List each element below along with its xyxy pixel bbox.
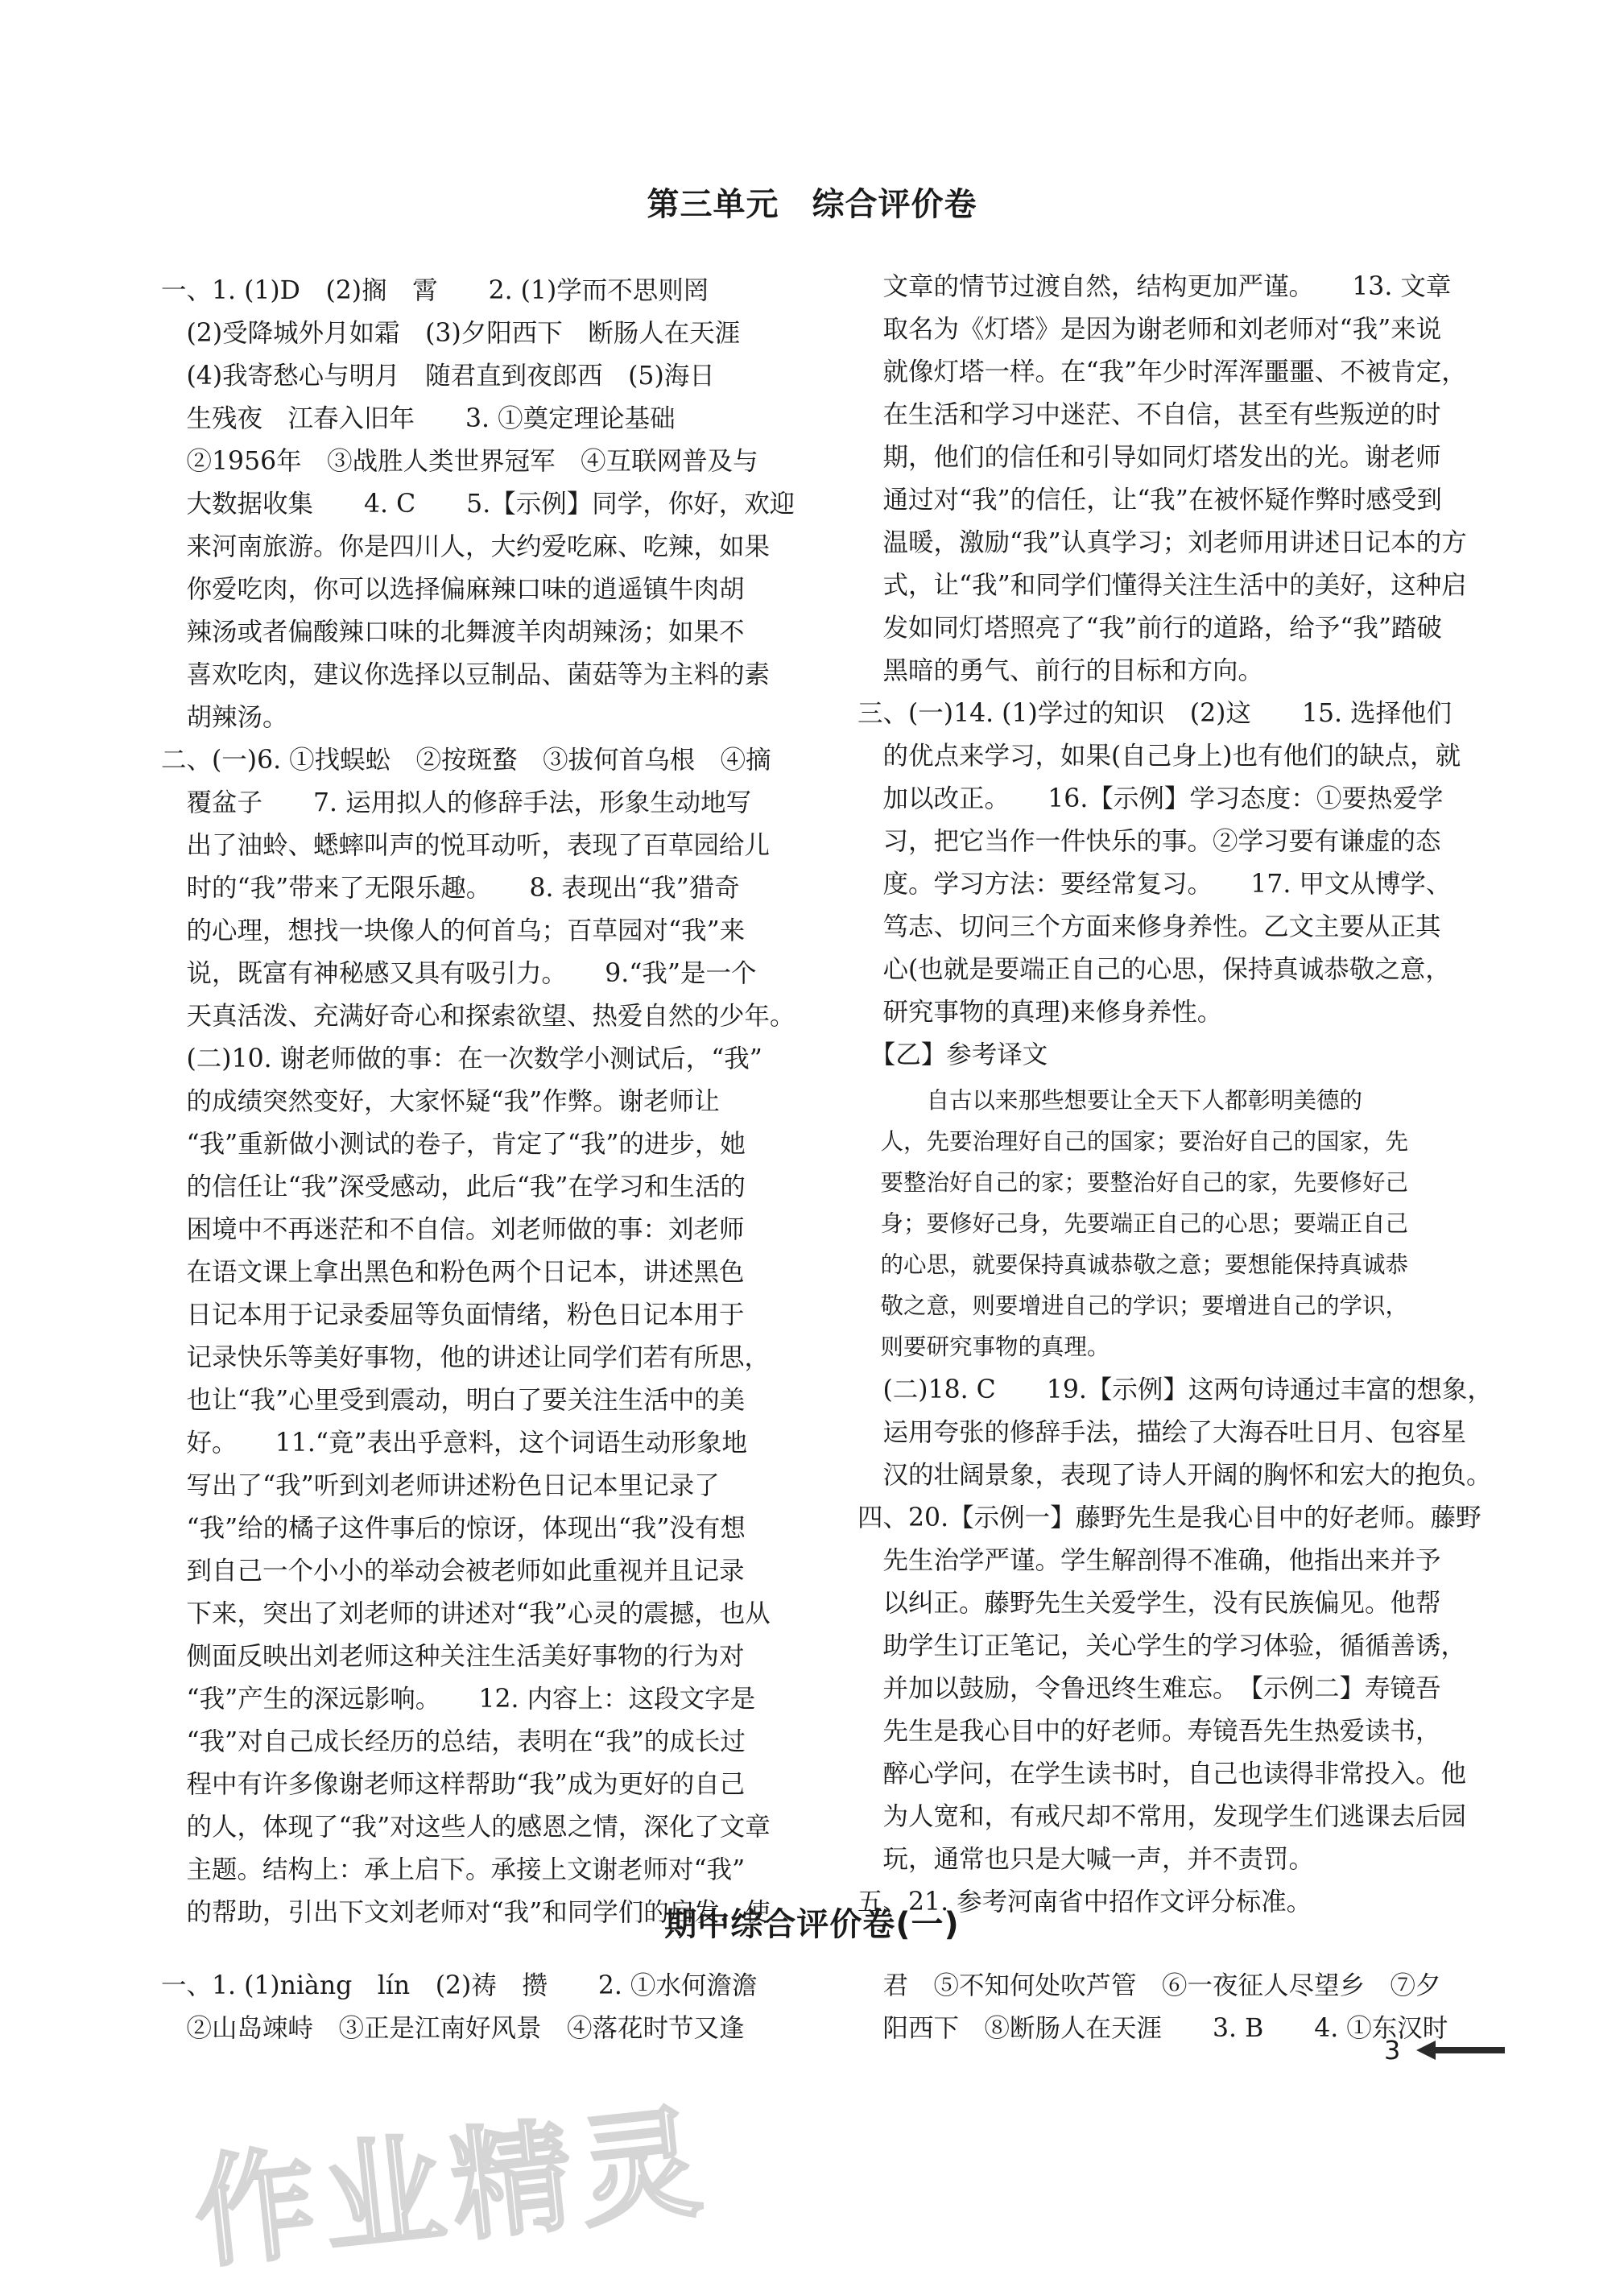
text-line: 玩，通常也只是大喊一声，并不责罚。	[857, 1845, 1315, 1874]
right-answers-part1	[857, 266, 1493, 1077]
text-line: 先生是我心目中的好老师。寿镜吾先生热爱读书，	[857, 1717, 1441, 1746]
text-line: 来河南旅游。你是四川人，大约爱吃麻、吃辣，如果	[161, 532, 771, 561]
text-line: 为人宽和，有戒尺却不常用，发现学生们逃课去后园	[857, 1802, 1467, 1831]
text-line: 身；要修好己身，先要端正自己的心思；要端正自己	[857, 1210, 1409, 1237]
text-line: 要整治好自己的家；要整治好自己的家，先要修好己	[857, 1169, 1409, 1196]
text-line: 文章的情节过渡自然，结构更加严谨。 13. 文章	[857, 272, 1452, 301]
text-line: 胡辣汤。	[161, 703, 288, 732]
text-line: 覆盆子 7. 运用拟人的修辞手法，形象生动地写	[161, 788, 752, 817]
text-line: 以纠正。藤野先生关爱学生，没有民族偏见。他帮	[857, 1589, 1441, 1618]
text-line: 就像灯塔一样。在“我”年少时浑浑噩噩、不被肯定，	[857, 358, 1467, 387]
text-line: 君 ⑤不知何处吹芦管 ⑥一夜征人尽望乡 ⑦夕	[857, 1971, 1441, 2000]
text-line: 取名为《灯塔》是因为谢老师和刘老师对“我”来说	[857, 315, 1442, 344]
text-line: 写出了“我”听到刘老师讲述粉色日记本里记录了	[161, 1471, 720, 1500]
text-line: 的信任让“我”深受感动，此后“我”在学习和生活的	[161, 1172, 746, 1201]
text-line: 醉心学问，在学生读书时，自己也读得非常投入。他	[857, 1760, 1467, 1789]
text-line: 好。 11.“竟”表出乎意料，这个词语生动形象地	[161, 1429, 748, 1458]
text-line: 人，先要治理好自己的国家；要治好自己的国家，先	[857, 1128, 1409, 1155]
text-line: 大数据收集 4. C 5.【示例】同学，你好，欢迎	[161, 490, 795, 519]
right-column	[857, 266, 1493, 1924]
text-line: 生残夜 江春入旧年 3. ①奠定理论基础	[161, 404, 676, 433]
text-line: 的成绩突然变好，大家怀疑“我”作弊。谢老师让	[161, 1087, 720, 1116]
text-line: ②山岛竦峙 ③正是江南好风景 ④落花时节又逢	[161, 2014, 745, 2043]
text-line: 困境中不再迷茫和不自信。刘老师做的事：刘老师	[161, 1215, 745, 1244]
text-line: 心(也就是要端正自己的心思，保持真诚恭敬之意，	[857, 955, 1451, 984]
text-line: 的人，体现了“我”对这些人的感恩之情，深化了文章	[161, 1813, 771, 1842]
text-line: “我”对自己成长经历的总结，表明在“我”的成长过	[161, 1727, 746, 1756]
text-line: 三、(一)14. (1)学过的知识 (2)这 15. 选择他们	[857, 699, 1453, 728]
text-line: 到自己一个小小的举动会被老师如此重视并且记录	[161, 1557, 745, 1586]
text-line: 自古以来那些想要让全天下人都彰明美德的	[857, 1087, 1363, 1114]
text-line: 期，他们的信任和引导如同灯塔发出的光。谢老师	[857, 443, 1441, 472]
arrow-left-icon	[1416, 2036, 1505, 2065]
text-line: 出了油蛉、蟋蟀叫声的悦耳动听，表现了百草园给儿	[161, 831, 771, 860]
midterm-right-column	[857, 1965, 1448, 2050]
text-line: “我”重新做小测试的卷子，肯定了“我”的进步，她	[161, 1130, 746, 1159]
text-line: 助学生订正笔记，关心学生的学习体验，循循善诱，	[857, 1631, 1467, 1660]
text-line: 温暖，激励“我”认真学习；刘老师用讲述日记本的方	[857, 528, 1467, 557]
left-column	[161, 270, 795, 1934]
text-line: ②1956年 ③战胜人类世界冠军 ④互联网普及与	[161, 447, 758, 476]
text-line: 笃志、切问三个方面来修身养性。乙文主要从正其	[857, 912, 1441, 941]
text-line: 式，让“我”和同学们懂得关注生活中的美好，这种启	[857, 571, 1467, 600]
section-title-unit3: 第三单元 综合评价卷	[647, 186, 977, 223]
translation-text	[857, 1080, 1493, 1367]
text-line: 敬之意，则要增进自己的学识；要增进自己的学识，	[857, 1292, 1409, 1319]
text-line: “我”给的橘子这件事后的惊讶，体现出“我”没有想	[161, 1514, 746, 1543]
text-line: 的心理，想找一块像人的何首乌；百草园对“我”来	[161, 916, 746, 945]
text-line: 在语文课上拿出黑色和粉色两个日记本，讲述黑色	[161, 1258, 745, 1287]
text-line: 则要研究事物的真理。	[857, 1334, 1110, 1360]
text-line: 在生活和学习中迷茫、不自信，甚至有些叛逆的时	[857, 400, 1441, 429]
text-line: (4)我寄愁心与明月 随君直到夜郎西 (5)海日	[161, 362, 715, 391]
text-line: 说，既富有神秘感又具有吸引力。 9.“我”是一个	[161, 959, 757, 988]
text-line: 程中有许多像谢老师这样帮助“我”成为更好的自己	[161, 1770, 746, 1799]
text-line: 侧面反映出刘老师这种关注生活美好事物的行为对	[161, 1642, 745, 1671]
section-title-midterm: 期中综合评价卷(一)	[664, 1906, 960, 1943]
text-line: 你爱吃肉，你可以选择偏麻辣口味的逍遥镇牛肉胡	[161, 575, 745, 604]
text-line: 先生治学严谨。学生解剖得不准确，他指出来并予	[857, 1546, 1441, 1575]
midterm-left-column	[161, 1965, 757, 2050]
text-line: 黑暗的勇气、前行的目标和方向。	[857, 656, 1264, 685]
text-line: 研究事物的真理)来修身养性。	[857, 998, 1223, 1027]
text-line: 的心思，就要保持真诚恭敬之意；要想能保持真诚恭	[857, 1251, 1409, 1278]
text-line: 喜欢吃肉，建议你选择以豆制品、菌菇等为主料的素	[161, 660, 771, 689]
text-line: 辣汤或者偏酸辣口味的北舞渡羊肉胡辣汤；如果不	[161, 618, 745, 647]
text-line: 主题。结构上：承上启下。承接上文谢老师对“我”	[161, 1855, 746, 1884]
text-line: 也让“我”心里受到震动，明白了要关注生活中的美	[161, 1386, 746, 1415]
text-line: 四、20.【示例一】藤野先生是我心目中的好老师。藤野	[857, 1503, 1481, 1532]
text-line: 加以改正。 16.【示例】学习态度：①要热爱学	[857, 784, 1444, 813]
text-line: 【乙】参考译文	[857, 1040, 1048, 1069]
text-line: 通过对“我”的信任，让“我”在被怀疑作弊时感受到	[857, 486, 1442, 515]
page-number: 3	[1384, 2035, 1401, 2066]
text-line: 一、1. (1)D (2)搁 霄 2. (1)学而不思则罔	[161, 276, 709, 305]
text-line: 汉的壮阔景象，表现了诗人开阔的胸怀和宏大的抱负。	[857, 1461, 1492, 1490]
watermark: 作业精灵	[188, 2091, 716, 2285]
text-line: 发如同灯塔照亮了“我”前行的道路，给予“我”踏破	[857, 614, 1442, 643]
text-line: 二、(一)6. ①找蜈蚣 ②按斑蝥 ③拔何首乌根 ④摘	[161, 746, 771, 775]
right-answers-part2	[857, 1369, 1493, 1924]
text-line: 的优点来学习，如果(自己身上)也有他们的缺点，就	[857, 742, 1461, 771]
text-line: 天真活泼、充满好奇心和探索欲望、热爱自然的少年。	[161, 1002, 795, 1031]
text-line: 阳西下 ⑧断肠人在天涯 3. B 4. ①东汉时	[857, 2014, 1448, 2043]
text-line: 下来，突出了刘老师的讲述对“我”心灵的震撼，也从	[161, 1599, 771, 1628]
text-line: 时的“我”带来了无限乐趣。 8. 表现出“我”猎奇	[161, 874, 740, 903]
text-line: 习，把它当作一件快乐的事。②学习要有谦虚的态	[857, 827, 1441, 856]
text-line: 运用夸张的修辞手法，描绘了大海吞吐日月、包容星	[857, 1418, 1467, 1447]
text-line: 日记本用于记录委屈等负面情绪，粉色日记本用于	[161, 1301, 745, 1330]
text-line: 记录快乐等美好事物，他的讲述让同学们若有所思，	[161, 1343, 771, 1372]
text-line: (2)受降城外月如霜 (3)夕阳西下 断肠人在天涯	[161, 319, 741, 348]
text-line: (二)10. 谢老师做的事：在一次数学小测试后，“我”	[161, 1044, 762, 1073]
text-line: 五、21. 参考河南省中招作文评分标准。	[857, 1888, 1312, 1917]
text-line: 一、1. (1)niàng lín (2)祷 攒 2. ①水何澹澹	[161, 1971, 758, 2000]
text-line: 并加以鼓励，令鲁迅终生难忘。 【示例二】寿镜吾	[857, 1674, 1441, 1703]
text-line: (二)18. C 19.【示例】这两句诗通过丰富的想象，	[857, 1375, 1493, 1404]
text-line: 度。学习方法：要经常复习。 17. 甲文从博学、	[857, 870, 1452, 899]
text-line: “我”产生的深远影响。 12. 内容上：这段文字是	[161, 1685, 756, 1714]
text-line: 的帮助，引出下文刘老师对“我”和同学们的启发，使	[161, 1898, 771, 1927]
